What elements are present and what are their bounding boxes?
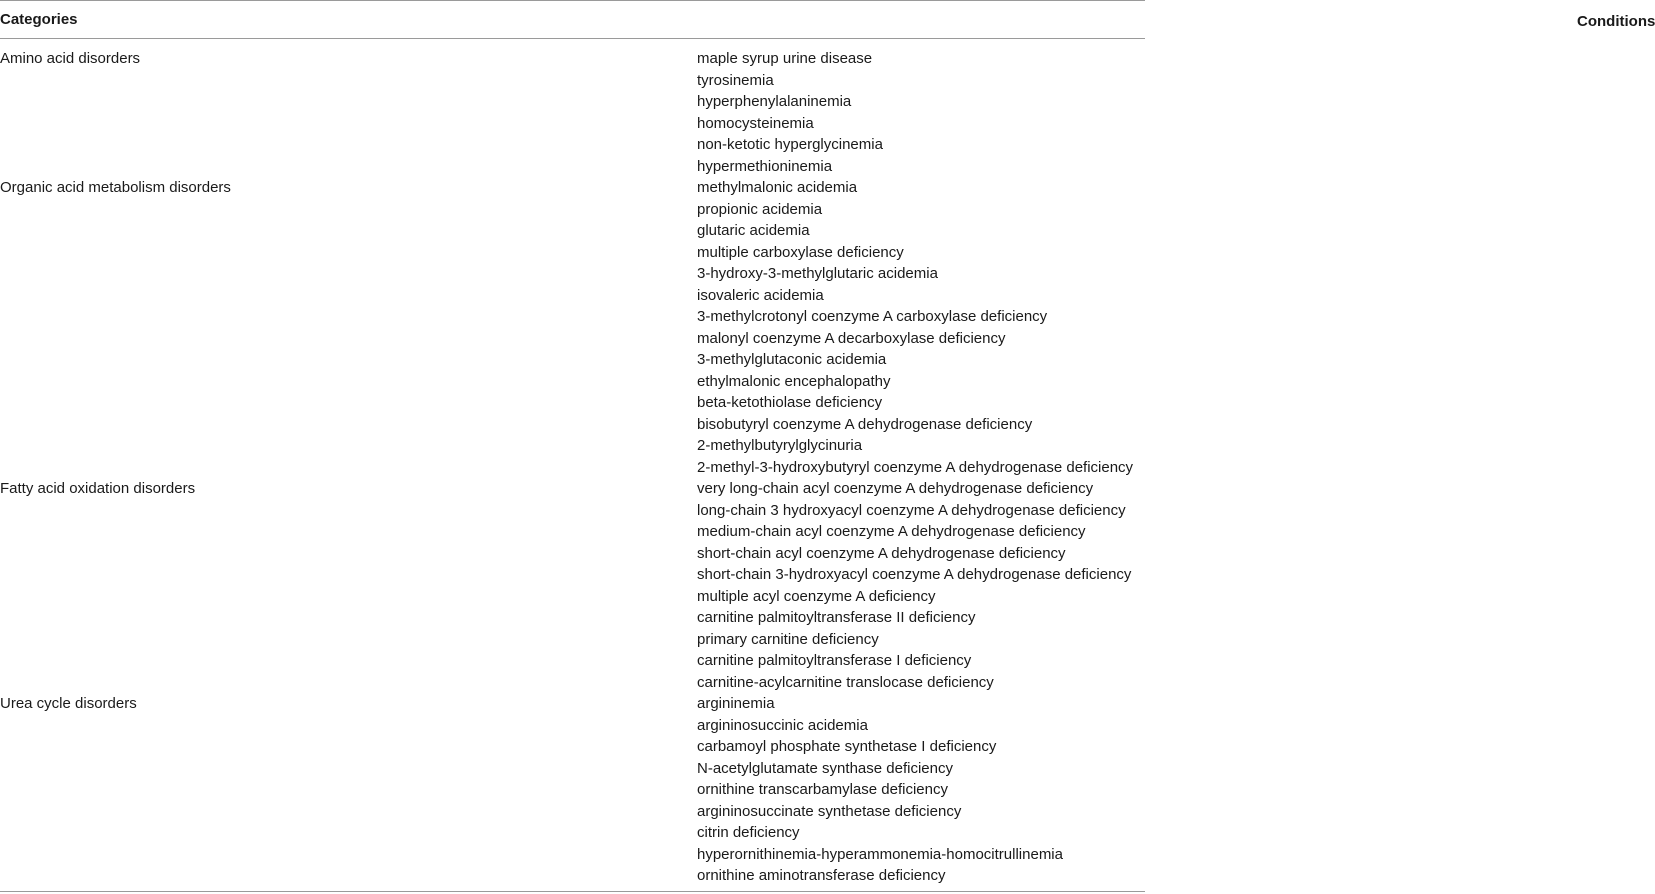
condition-item: ornithine transcarbamylase deficiency (697, 781, 948, 798)
table-row-group (0, 177, 1145, 478)
condition-item: non-ketotic hyperglycinemia (697, 136, 883, 153)
category-cell: Fatty acid oxidation disorders (0, 480, 196, 497)
condition-item: homocysteinemia (697, 114, 814, 132)
condition-item: hyperornithinemia-hyperammonemia-homocitrullinemia (697, 845, 1063, 863)
table-row-group (0, 48, 1145, 177)
condition-item: beta-ketothiolase deficiency (697, 394, 883, 411)
condition-item: argininosuccinic acidemia (697, 716, 868, 734)
condition-item: isovaleric acidemia (697, 286, 824, 304)
condition-item: multiple carboxylase deficiency (697, 243, 904, 261)
condition-item: N-acetylglutamate synthase deficiency (697, 759, 953, 777)
condition-item: ethylmalonic encephalopathy (697, 372, 891, 390)
conditions-cell (697, 48, 1145, 177)
condition-item: medium-chain acyl coenzyme A dehydrogenase deficiency (697, 523, 1086, 540)
header-rule (0, 38, 1145, 39)
condition-item: ornithine aminotransferase deficiency (697, 867, 946, 884)
condition-item: glutaric acidemia (697, 222, 810, 239)
condition-item: short-chain 3-hydroxyacyl coenzyme A dehydrogenase deficiency (697, 566, 1132, 583)
condition-item: short-chain acyl coenzyme A dehydrogenase deficiency (697, 544, 1066, 562)
condition-item: multiple acyl coenzyme A deficiency (697, 587, 936, 605)
condition-item: carnitine-acylcarnitine translocase deficiency (697, 673, 994, 691)
condition-item: 2-methylbutyrylglycinuria (697, 437, 863, 454)
table-header (0, 0, 1655, 38)
conditions-cell (697, 177, 1145, 478)
condition-item: carnitine palmitoyltransferase I deficiency (697, 652, 972, 669)
condition-item: 3-hydroxy-3-methylglutaric acidemia (697, 265, 938, 282)
condition-item: malonyl coenzyme A decarboxylase deficiency (697, 329, 1006, 347)
condition-item: argininosuccinate synthetase deficiency (697, 802, 962, 820)
condition-item: 2-methyl-3-hydroxybutyryl coenzyme A dehydrogenase deficiency (697, 458, 1134, 476)
condition-item: argininemia (697, 695, 775, 712)
condition-item: hyperphenylalaninemia (697, 93, 852, 110)
condition-item: maple syrup urine disease (697, 50, 873, 67)
condition-item: hypermethioninemia (697, 157, 833, 175)
condition-item: primary carnitine deficiency (697, 630, 879, 648)
category-cell: Amino acid disorders (0, 50, 141, 67)
column-header-conditions: Conditions (1577, 13, 1655, 30)
table-body (0, 48, 1145, 887)
table-row-group (0, 693, 1145, 887)
column-header-categories: Categories (0, 11, 78, 28)
table-row-group (0, 478, 1145, 693)
condition-item: long-chain 3 hydroxyacyl coenzyme A dehydrogenase deficiency (697, 501, 1126, 519)
condition-item: bisobutyryl coenzyme A dehydrogenase deficiency (697, 415, 1033, 433)
condition-item: 3-methylcrotonyl coenzyme A carboxylase deficiency (697, 308, 1048, 325)
conditions-cell (697, 478, 1145, 693)
category-cell: Urea cycle disorders (0, 695, 137, 712)
bottom-rule (0, 891, 1145, 892)
condition-item: citrin deficiency (697, 824, 800, 841)
condition-item: very long-chain acyl coenzyme A dehydrogenase deficiency (697, 480, 1094, 497)
condition-item: carbamoyl phosphate synthetase I deficiency (697, 738, 997, 755)
condition-item: methylmalonic acidemia (697, 179, 858, 196)
condition-item: propionic acidemia (697, 200, 823, 218)
conditions-cell (697, 693, 1145, 887)
category-cell: Organic acid metabolism disorders (0, 179, 231, 196)
condition-item: carnitine palmitoyltransferase II deficiency (697, 609, 976, 626)
condition-item: 3-methylglutaconic acidemia (697, 351, 887, 368)
condition-item: tyrosinemia (697, 71, 774, 89)
